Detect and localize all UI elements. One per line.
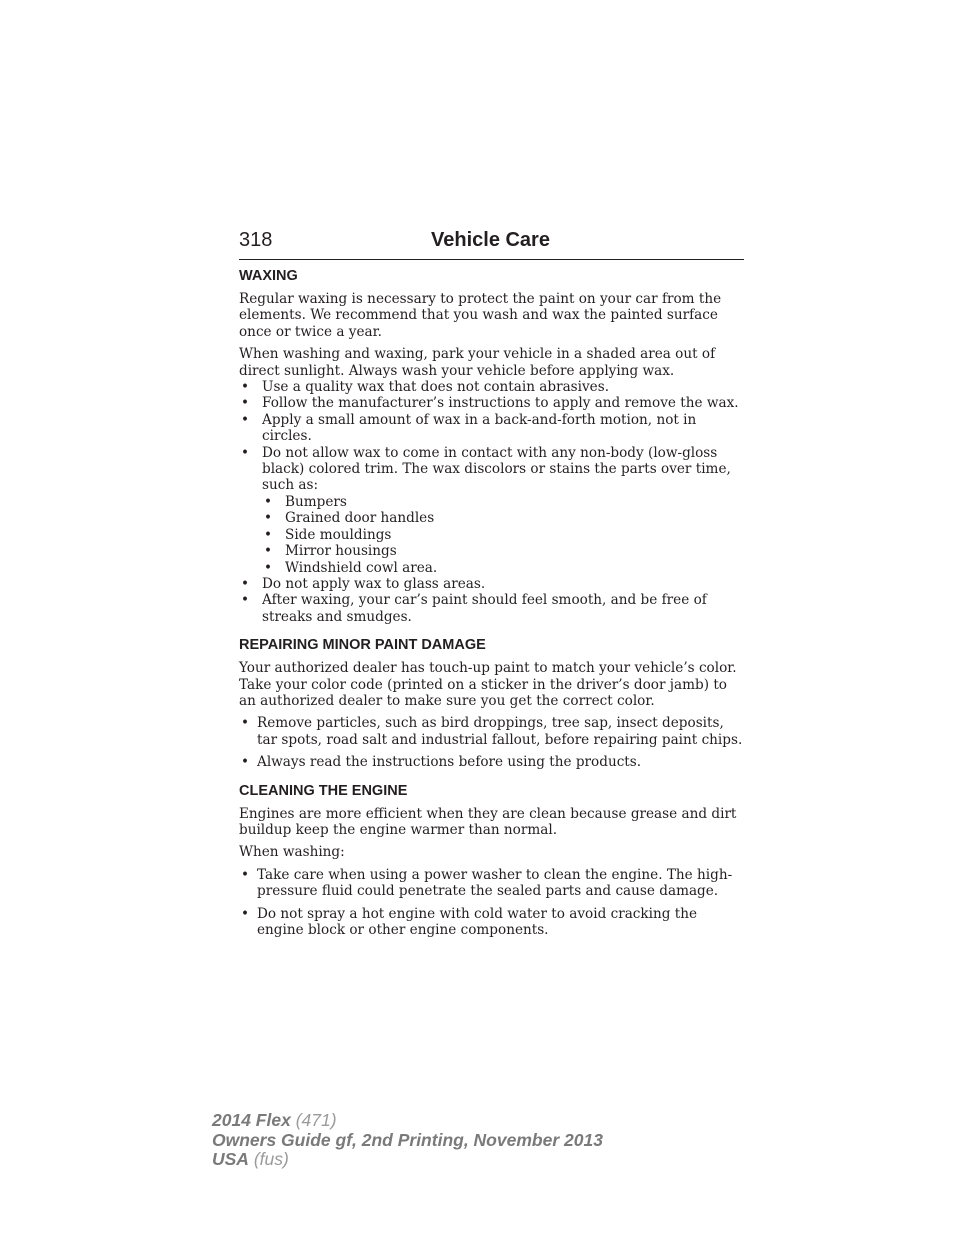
footer-market: USA [212, 1149, 249, 1169]
list-item: • After waxing, your car’s paint should feel smooth, and be free of streaks and smudges. [239, 592, 744, 625]
list-item: • Use a quality wax that does not contain abrasives. [239, 379, 744, 395]
page-content [239, 268, 744, 944]
trim-parts-list [262, 494, 744, 576]
waxing-list [239, 379, 744, 625]
list-item: • Windshield cowl area. [262, 560, 744, 576]
engine-heading: CLEANING THE ENGINE [239, 782, 408, 799]
list-item: • Remove particles, such as bird droppings, tree sap, insect deposits, tar spots, road salt and industrial fallout, before repairing paint chips. [239, 715, 744, 748]
engine-paragraph: When washing: [239, 844, 345, 861]
footer-line-edition [212, 1131, 603, 1151]
page-number: 318 [239, 229, 273, 251]
list-item: • Do not apply wax to glass areas. [239, 576, 744, 592]
list-item: • Take care when using a power washer to clean the engine. The high-pressure fluid could penetrate the sealed parts and cause damage. [239, 867, 744, 900]
waxing-heading: WAXING [239, 268, 298, 284]
page-header [239, 229, 744, 260]
waxing-paragraph: Regular waxing is necessary to protect the paint on your car from the elements. We recommend that you wash and wax the painted surface once or twice a year. [239, 291, 722, 340]
footer-edition: Owners Guide gf, 2nd Printing, November 2013 [212, 1129, 603, 1150]
paint-list [239, 715, 744, 770]
list-item: • Grained door handles [262, 510, 744, 526]
list-item-text: Do not allow wax to come in contact with any non-body (low-gloss black) colored trim. The wax discolors or stains the parts over time, such as: [262, 444, 731, 494]
list-item: • Do not spray a hot engine with cold water to avoid cracking the engine block or other engine components. [239, 906, 744, 939]
list-item: • Side mouldings [262, 527, 744, 543]
list-item: • Bumpers [262, 494, 744, 510]
paint-paragraph: Your authorized dealer has touch-up paint to match your vehicle’s color. Take your color code (printed on a sticker in the driver’s door jamb) to an authorized dealer to make sure you get the correct color. [239, 660, 737, 709]
page-footer [212, 1111, 603, 1170]
list-item: • Mirror housings [262, 543, 744, 559]
paint-heading: REPAIRING MINOR PAINT DAMAGE [239, 637, 486, 654]
footer-line-market [212, 1150, 603, 1170]
footer-model: 2014 Flex [212, 1110, 291, 1130]
list-item [239, 445, 744, 576]
footer-model-code: (471) [295, 1110, 337, 1130]
footer-line-model [212, 1111, 603, 1131]
engine-paragraph: Engines are more efficient when they are clean because grease and dirt buildup keep the engine warmer than normal. [239, 805, 737, 838]
section-title: Vehicle Care [431, 229, 550, 251]
engine-list [239, 867, 744, 939]
list-item: • Apply a small amount of wax in a back-and-forth motion, not in circles. [239, 412, 744, 445]
list-item: • Always read the instructions before using the products. [239, 754, 744, 770]
footer-market-code: (fus) [253, 1149, 289, 1169]
list-item: • Follow the manufacturer’s instructions to apply and remove the wax. [239, 395, 744, 411]
waxing-paragraph: When washing and waxing, park your vehicle in a shaded area out of direct sunlight. Always wash your vehicle before applying wax. [239, 346, 716, 379]
